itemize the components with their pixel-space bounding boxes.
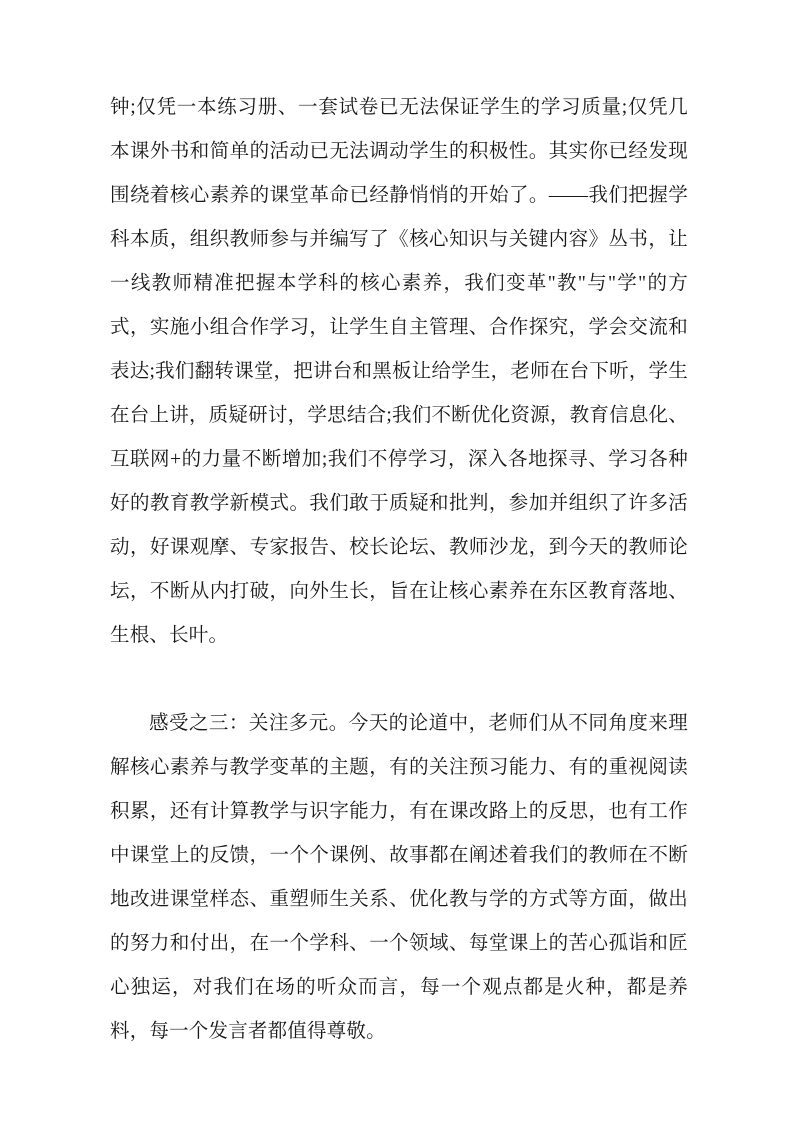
page-text-body <box>110 86 688 1054</box>
paragraph-1: 钟;仅凭一本练习册、一套试卷已无法保证学生的学习质量;仅凭几本课外书和简单的活动已无法调动学生的积极性。其实你已经发现围绕着核心素养的课堂革命已经静悄悄的开始了。——我们把握学科本质，组织教师参与并编写了《核心知识与关键内容》丛书，让一线教师精准把握本学科的核心素养，我们变革"教"与"学"的方式，实施小组合作学习，让学生自主管理、合作探究，学会交流和表达;我们翻转课堂，把讲台和黑板让给学生，老师在台下听，学生在台上讲，质疑研讨，学思结合;我们不断优化资源，教育信息化、互联网+的力量不断增加;我们不停学习，深入各地探寻、学习各种好的教育教学新模式。我们敢于质疑和批判，参加并组织了许多活动，好课观摩、专家报告、校长论坛、教师沙龙，到今天的教师论坛，不断从内打破，向外生长，旨在让核心素养在东区教育落地、生根、长叶。 <box>110 97 688 646</box>
paragraph-2: 感受之三：关注多元。今天的论道中，老师们从不同角度来理解核心素养与教学变革的主题，有的关注预习能力、有的重视阅读积累，还有计算教学与识字能力，有在课改路上的反思，也有工作中课堂上的反馈，一个个课例、故事都在阐述着我们的教师在不断地改进课堂样态、重塑师生关系、优化教与学的方式等方面，做出的努力和付出，在一个学科、一个领域、每堂课上的苦心孤诣和匠心独运，对我们在场的听众而言，每一个观点都是火种，都是养料，每一个发言者都值得尊敬。 <box>110 713 688 1042</box>
